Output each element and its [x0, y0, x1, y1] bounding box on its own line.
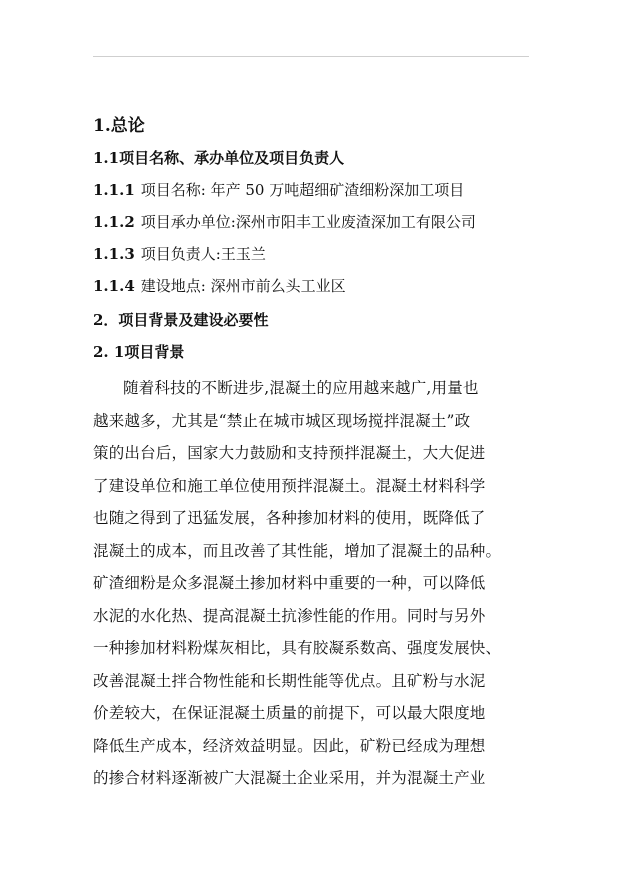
- heading-background-necessity: 2．项目背景及建设必要性: [93, 311, 269, 329]
- item-sponsor: [93, 212, 476, 232]
- item-location: [93, 276, 346, 296]
- item-text: 项目负责人:王玉兰: [140, 245, 266, 263]
- paragraph-line: 矿渣细粉是众多混凝土掺加材料中重要的一种，可以降低: [93, 574, 486, 592]
- heading-background: 2. 1项目背景: [93, 343, 185, 361]
- paragraph-line: 改善混凝土拌合物性能和长期性能等优点。且矿粉与水泥: [93, 671, 486, 690]
- paragraph-line: 策的出台后，国家大力鼓励和支持预拌混凝土，大大促进: [93, 444, 486, 462]
- paragraph-line: 也随之得到了迅猛发展，各种掺加材料的使用，既降低了: [93, 509, 486, 527]
- paragraph-line: 一种掺加材料粉煤灰相比，具有胶凝系数高、强度发展快、: [93, 639, 502, 657]
- item-leader: [93, 244, 266, 264]
- item-text: 项目名称: 年产 50 万吨超细矿渣细粉深加工项目: [140, 181, 465, 199]
- item-number: 1.1.2: [93, 213, 135, 231]
- paragraph-line: 越来越多，尤其是“禁止在城市城区现场搅拌混凝土”政: [93, 411, 471, 430]
- paragraph-line: 了建设单位和施工单位使用预拌混凝土。混凝土材料科学: [93, 476, 486, 495]
- item-number: 1.1.1: [93, 181, 135, 199]
- paragraph-line: 随着科技的不断进步,混凝土的应用越来越广,用量也: [123, 379, 479, 397]
- paragraph-line: 水泥的水化热、提高混凝土抗渗性能的作用。同时与另外: [93, 606, 486, 625]
- background-paragraph: [93, 372, 525, 795]
- item-number: 1.1.3: [93, 245, 135, 263]
- heading-project-info: 1.1项目名称、承办单位及项目负责人: [93, 149, 345, 167]
- paragraph-line: 降低生产成本，经济效益明显。因此，矿粉已经成为理想: [93, 736, 486, 755]
- heading-overview: 1.总论: [93, 116, 145, 136]
- paragraph-line: 价差较大，在保证混凝土质量的前提下，可以最大限度地: [93, 704, 486, 722]
- item-project-name: [93, 180, 464, 200]
- item-text: 项目承办单位:深州市阳丰工业废渣深加工有限公司: [140, 213, 476, 231]
- paragraph-line: 混凝土的成本，而且改善了其性能，增加了混凝土的品种。: [93, 541, 502, 560]
- item-text: 建设地点: 深州市前么头工业区: [140, 277, 346, 295]
- paragraph-line: 的掺合材料逐渐被广大混凝土企业采用，并为混凝土产业: [93, 769, 486, 787]
- item-number: 1.1.4: [93, 277, 135, 295]
- header-rule: [93, 56, 529, 57]
